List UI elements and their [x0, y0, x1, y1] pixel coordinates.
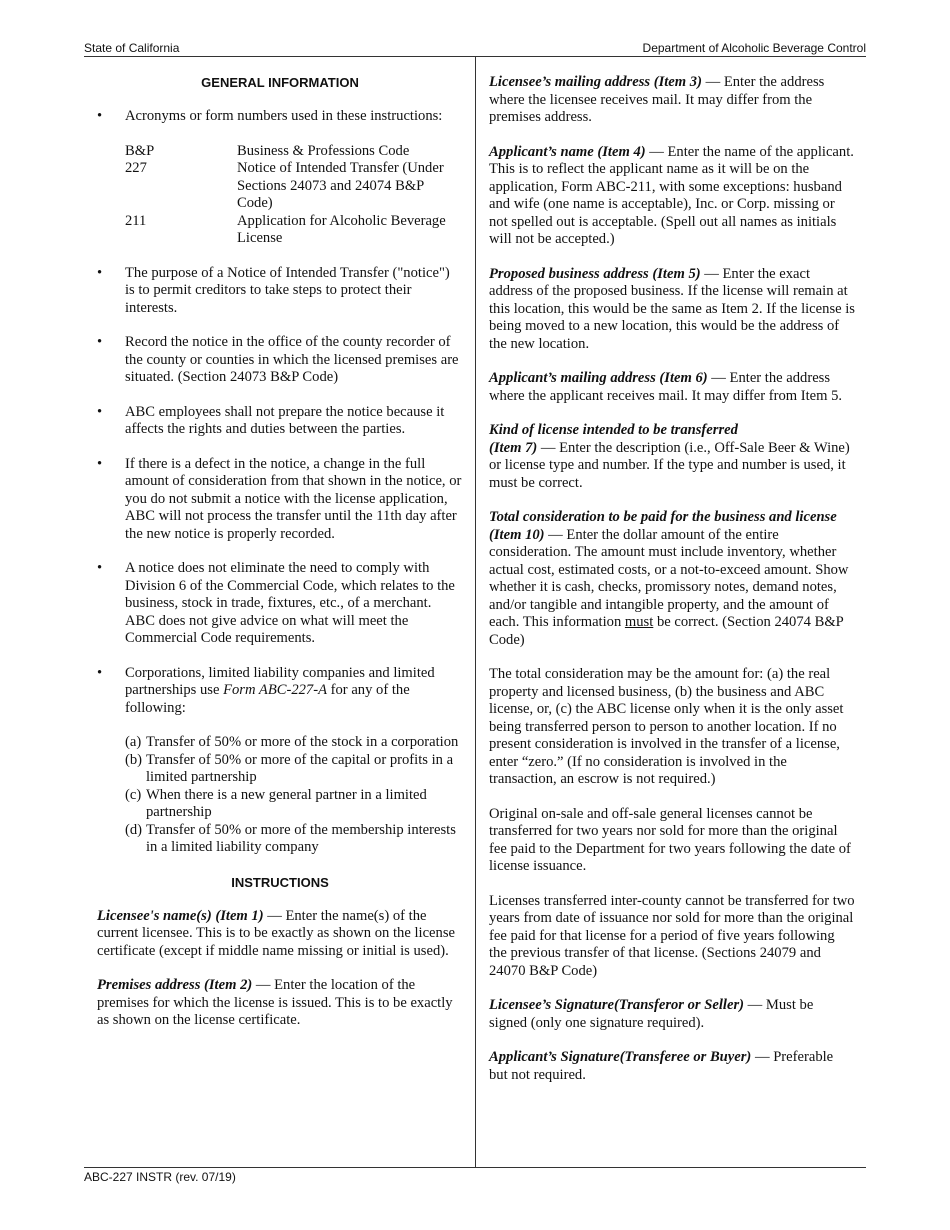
bullet-marker: •: [97, 334, 103, 350]
item3-label: Licensee’s mailing address (Item 3): [489, 74, 702, 90]
acronym-desc: Notice of Intended Transfer (Under Sections 24073 and 24074 B&P Code): [237, 160, 444, 211]
item10-text: — Enter the dollar amount of the entire consideration. The amount must include inventory, whether actual cost, estimated costs, or a not-to-exceed amount. Show whether it is cash, checks, promissory notes, demand notes, and/or tangible and intangible property, and the amount of each. This information: [489, 526, 849, 630]
acronym-code: B&P: [125, 142, 155, 159]
item6-text: — Enter the address where the applicant receives mail. It may differ from Item 5.: [489, 370, 843, 404]
item2-instruction: [97, 977, 463, 1030]
original-licenses-paragraph: Original on-sale and off-sale general licenses cannot be transferred for two years nor sold for more than the original fee paid to the Department for two years following the date of license issuance.: [489, 805, 851, 874]
item4-text: — Enter the name of the applicant. This is to reflect the applicant name as it will be on the application, Form ABC-211, with some exceptions: husband and wife (one name is acceptable), Inc. or Corp. missing or not spelled out is acceptable. (Spell out all names as initials will not be accepted.): [489, 143, 854, 247]
item5-label: Proposed business address (Item 5): [489, 265, 701, 282]
applicant-signature-text: — Preferable but not required.: [489, 1049, 834, 1083]
applicant-signature-label: Applicant’s Signature(Transferee or Buyer): [489, 1049, 752, 1065]
acronym-table: [125, 143, 463, 248]
item4-label: Applicant’s name (Item 4): [489, 143, 646, 160]
bullet-text: The purpose of a Notice of Intended Transfer ("notice") is to permit creditors to take steps to protect their interests.: [125, 264, 450, 316]
item1-label: Licensee's name(s) (Item 1): [97, 907, 264, 924]
bullet-text: If there is a defect in the notice, a change in the full amount of consideration from that shown in the notice, or you do not submit a notice with the license application, ABC will not process the transfer until the 11th day after the new notice is properly recorded.: [125, 455, 462, 542]
item3-text: — Enter the address where the licensee receives mail. It may differ from the premises address.: [489, 74, 825, 125]
bullet-acronyms: [97, 108, 463, 126]
list-item: [125, 787, 463, 822]
item10-emphasis: must: [624, 614, 654, 630]
bullet-defect: [97, 456, 463, 544]
instructions-heading: INSTRUCTIONS: [231, 874, 329, 890]
total-consideration-paragraph: The total consideration may be the amount for: (a) the real property and licensed business, (b) the business and ABC license, or, (c) the ABC license only when it is the only asset being transferred person to person to another location. If no present consideration is involved in the transfer of a license, enter “zero.” (If no consideration is involved in the transaction, an escrow is not required.): [489, 666, 844, 787]
bullet-employees: [97, 404, 463, 439]
list-item: [125, 822, 463, 857]
list-item: [125, 752, 463, 787]
acronym-code: 211: [125, 212, 147, 229]
item5-text: — Enter the exact address of the proposed business. If the license will remain at this location, this would be the same as Item 2. If the license is being moved to a new location, this would be the address of the new location.: [489, 265, 855, 352]
applicant-signature-instruction: [489, 1049, 855, 1084]
transfer-conditions-list: [125, 734, 463, 857]
item7-instruction: [489, 422, 855, 492]
bullet-record: [97, 334, 463, 387]
list-item-label: (b): [125, 751, 143, 768]
list-item-label: (d): [125, 821, 143, 838]
item7-label-line2: (Item 7): [489, 439, 538, 456]
list-item: [125, 734, 463, 752]
corp-text-after: for any of the following:: [125, 682, 410, 716]
item1-instruction: [97, 908, 463, 961]
bullet-text: Record the notice in the office of the county recorder of the county or counties in which the licensed premises are situated. (Section 24073 B&P Code): [125, 334, 459, 385]
bottom-rule: [84, 1167, 866, 1168]
licensee-signature-label: Licensee’s Signature(Transferor or Seller): [489, 997, 744, 1013]
item6-instruction: [489, 370, 855, 405]
list-item-text: Transfer of 50% or more of the membership interests in a limited liability company: [146, 821, 456, 855]
header-department: Department of Alcoholic Beverage Control: [642, 41, 866, 55]
bullet-text: [125, 665, 463, 718]
item1-text: — Enter the name(s) of the current licensee. This is to be exactly as shown on the license certificate (except if middle name missing or initial is used).: [97, 907, 455, 959]
bullet-text: ABC employees shall not prepare the notice because it affects the rights and duties between the parties.: [125, 403, 445, 437]
corp-text-before: Corporations, limited liability companies and limited partnerships use: [125, 664, 435, 698]
bullet-purpose: [97, 265, 463, 318]
left-column: [97, 74, 463, 1030]
item4-instruction: [489, 144, 855, 249]
acronyms-intro: Acronyms or form numbers used in these instructions:: [125, 108, 443, 124]
bullet-marker: •: [97, 455, 103, 472]
licensee-signature-instruction: [489, 997, 855, 1032]
list-item-text: When there is a new general partner in a limited partnership: [146, 786, 427, 820]
item7-text: — Enter the description (i.e., Off-Sale Beer & Wine) or license type and number. If the type and number is used, it must be correct.: [489, 439, 850, 491]
bullet-corporations: [97, 665, 463, 718]
item2-text: — Enter the location of the premises for which the license is issued. This is to be exactly as shown on the license certificate.: [97, 977, 453, 1028]
bullet-marker: •: [97, 560, 103, 576]
right-column: [489, 74, 855, 1084]
acronym-desc: Business & Professions Code: [237, 142, 410, 159]
item2-label: Premises address (Item 2): [97, 977, 253, 993]
bullet-marker: •: [97, 108, 103, 124]
item6-label: Applicant’s mailing address (Item 6): [489, 370, 708, 386]
bullet-marker: •: [97, 403, 103, 420]
item10-text-after: be correct. (Section 24074 B&P Code): [489, 614, 844, 648]
list-item-text: Transfer of 50% or more of the stock in a corporation: [146, 734, 459, 750]
list-item-label: (a): [125, 734, 142, 750]
bullet-commercial-code: [97, 560, 463, 648]
footer-form-id: ABC-227 INSTR (rev. 07/19): [84, 1170, 236, 1184]
bullet-text: A notice does not eliminate the need to comply with Division 6 of the Commercial Code, which relates to the business, stock in trade, fixtures, etc., of a merchant. ABC does not give advice on what will meet the Commercial Code requirements.: [125, 560, 455, 646]
list-item-text: Transfer of 50% or more of the capital or profits in a limited partnership: [146, 751, 454, 785]
item3-instruction: [489, 74, 855, 127]
acronym-row: [125, 213, 463, 248]
column-divider: [475, 56, 476, 1167]
licensee-signature-text: — Must be signed (only one signature required).: [489, 997, 814, 1031]
item10-instruction: [489, 509, 855, 649]
acronym-code: 227: [125, 160, 147, 176]
general-information-heading: GENERAL INFORMATION: [201, 75, 359, 90]
acronym-row: [125, 143, 463, 161]
item10-label: Total consideration to be paid for the business and license (Item 10): [489, 509, 837, 543]
bullet-marker: •: [97, 664, 103, 681]
list-item-label: (c): [125, 786, 142, 803]
bullet-marker: •: [97, 264, 103, 281]
inter-county-paragraph: Licenses transferred inter-county cannot be transferred for two years from date of issuance nor sold for more than the original fee paid for that license for a period of five years following the previous transfer of that license. (Sections 24079 and 24070 B&P Code): [489, 892, 855, 979]
form-reference: Form ABC-227-A: [223, 682, 327, 698]
item5-instruction: [489, 266, 855, 354]
item7-label-line1: Kind of license intended to be transferred: [489, 422, 738, 438]
acronym-desc: Application for Alcoholic Beverage License: [237, 212, 446, 246]
header-state: State of California: [84, 41, 180, 55]
acronym-row: [125, 160, 463, 213]
